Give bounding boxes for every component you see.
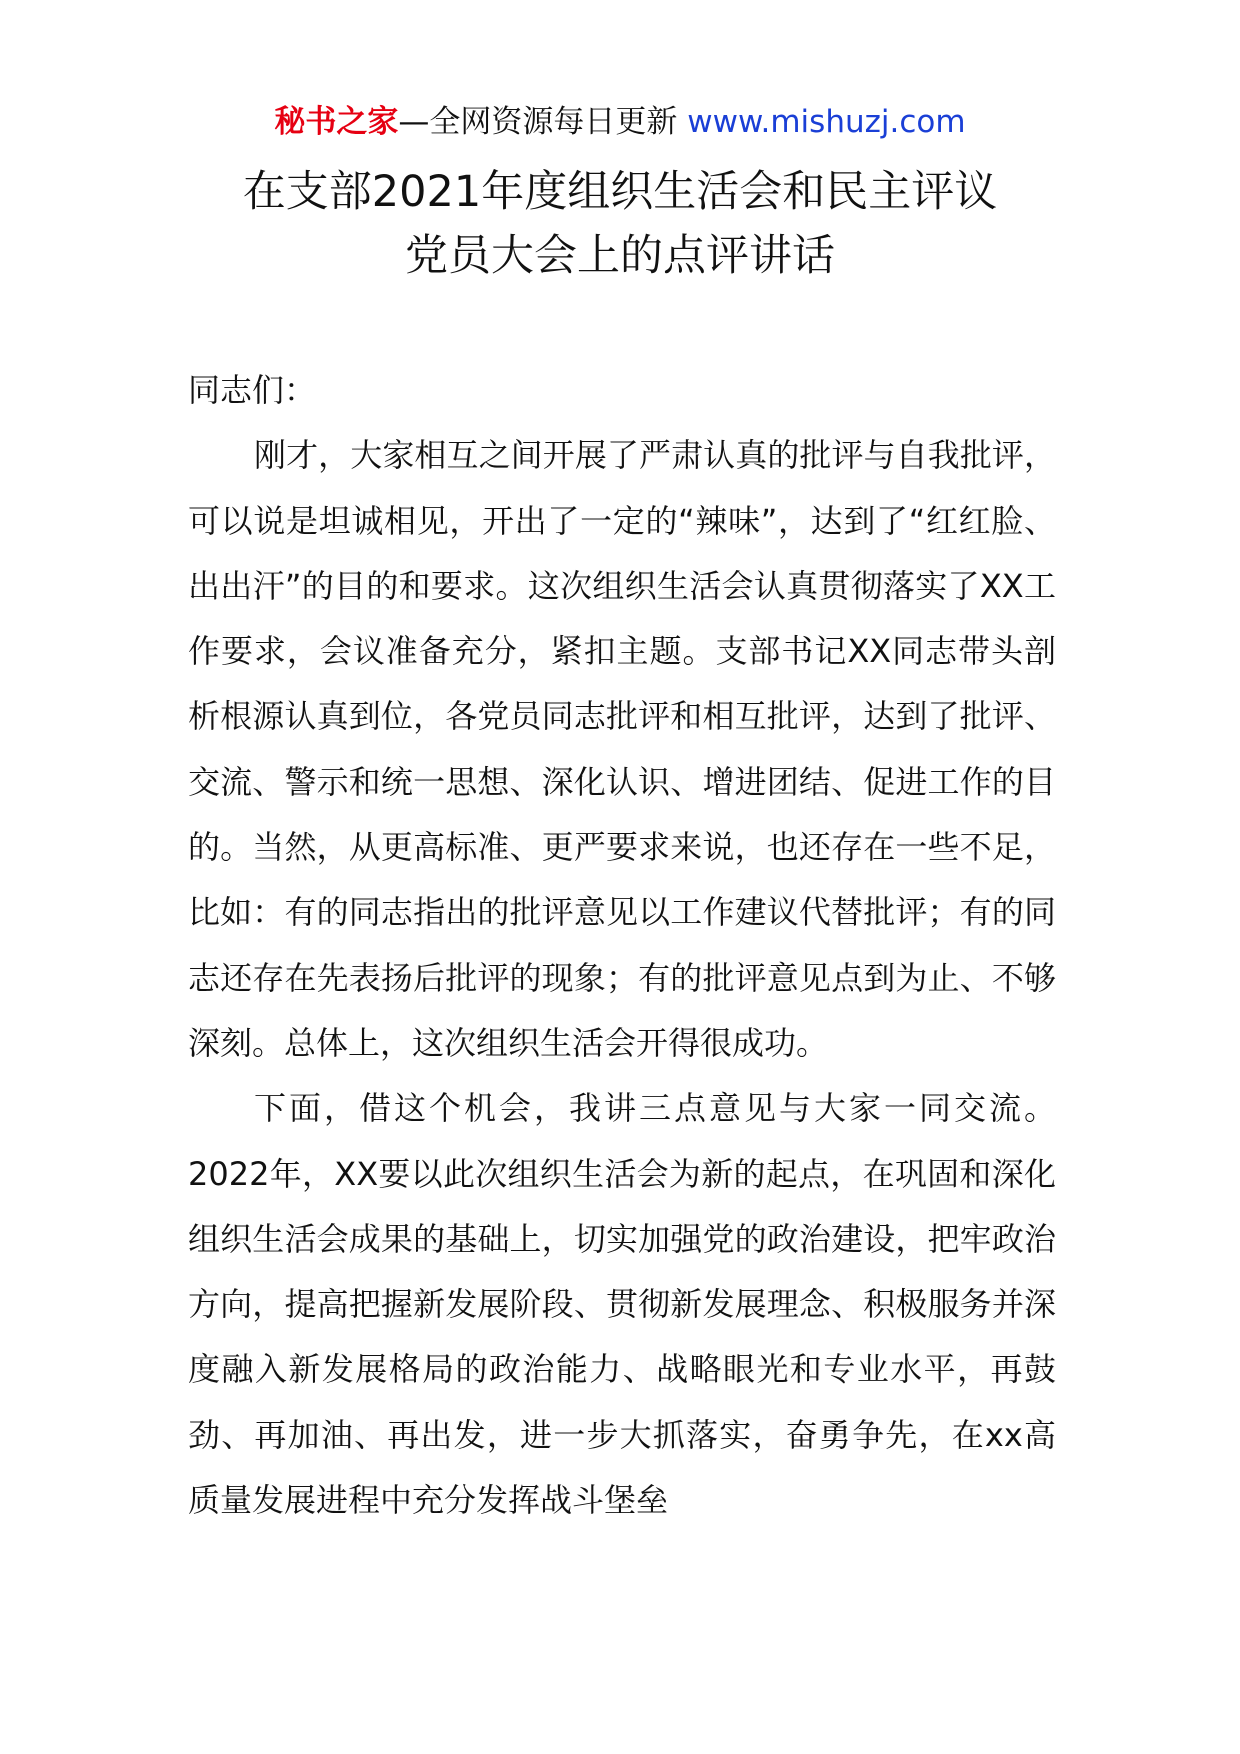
header-slogan: —全网资源每日更新 bbox=[398, 104, 688, 140]
document-body bbox=[188, 358, 1056, 1533]
salutation: 同志们： bbox=[188, 371, 317, 409]
brand-name: 秘书之家 bbox=[274, 104, 399, 140]
site-url-link[interactable]: www.mishuzj.com bbox=[687, 104, 966, 140]
title-line-1: 在支部2021年度组织生活会和民主评议 bbox=[242, 167, 998, 217]
paragraph-1: 刚才，大家相互之间开展了严肃认真的批评与自我批评，可以说是坦诚相见，开出了一定的“辣味”，达到了“红红脸、出出汗”的目的和要求。这次组织生活会认真贯彻落实了XX工作要求，会议准备充分，紧扣主题。支部书记XX同志带头剖析根源认真到位，各党员同志批评和相互批评，达到了批评、交流、警示和统一思想、深化认识、增进团结、促进工作的目的。当然，从更高标准、更严要求来说，也还存在一些不足，比如：有的同志指出的批评意见以工作建议代替批评；有的同志还存在先表扬后批评的现象；有的批评意见点到为止、不够深刻。总体上，这次组织生活会开得很成功。 bbox=[188, 436, 1056, 1062]
title-line-2: 党员大会上的点评讲话 bbox=[405, 231, 835, 281]
site-header bbox=[0, 100, 1240, 144]
document-title bbox=[0, 160, 1240, 288]
paragraph-2: 下面，借这个机会，我讲三点意见与大家一同交流。2022年，XX要以此次组织生活会为新的起点，在巩固和深化组织生活会成果的基础上，切实加强党的政治建设，把牢政治方向，提高把握新发展阶段、贯彻新发展理念、积极服务并深度融入新发展格局的政治能力、战略眼光和专业水平，再鼓劲、再加油、再出发，进一步大抓落实，奋勇争先，在xx高质量发展进程中充分发挥战斗堡垒 bbox=[188, 1089, 1056, 1520]
